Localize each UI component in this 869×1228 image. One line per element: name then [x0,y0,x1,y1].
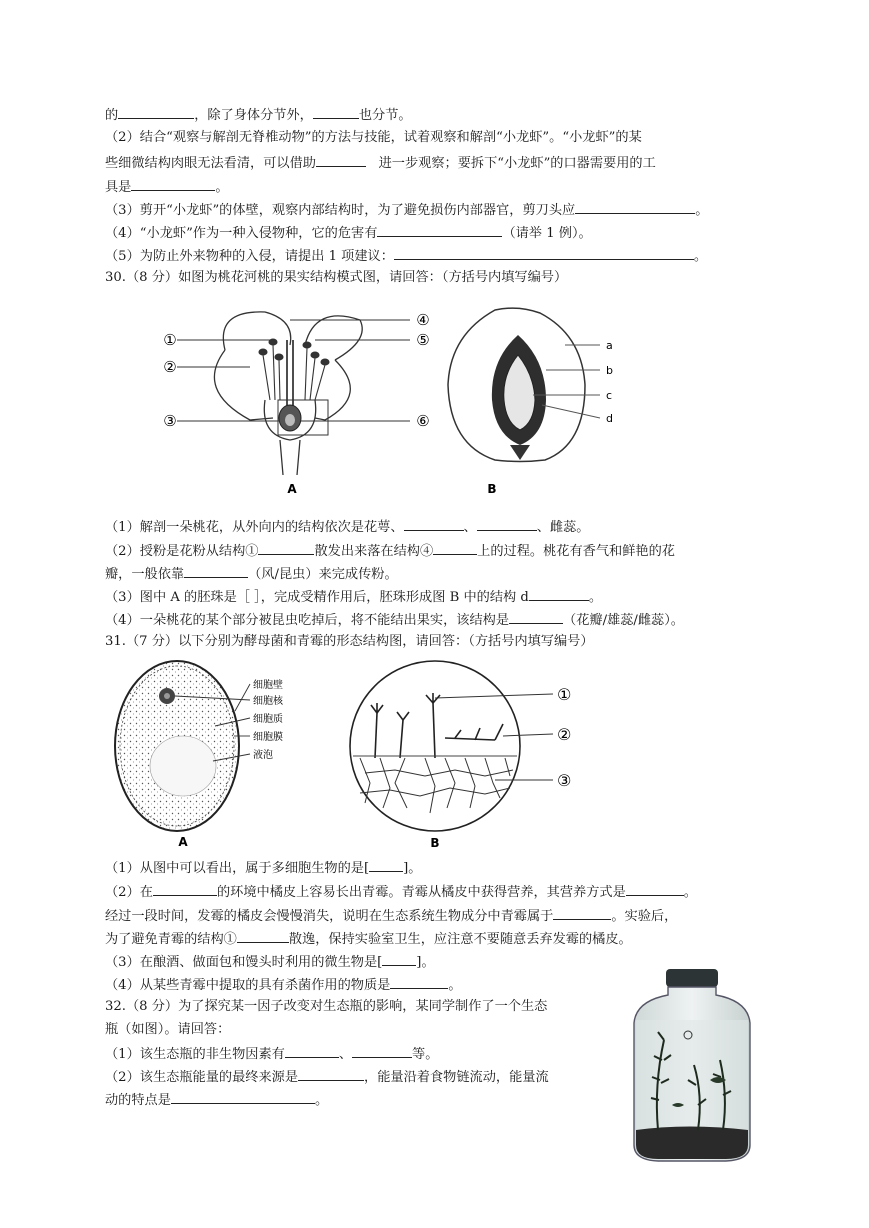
answer-blank[interactable] [529,586,589,601]
q29-part2-line1: （2）结合“观察与解剖无脊椎动物”的方法与技能，试着观察和解剖“小龙虾”。“小龙虾”的某 [105,130,642,145]
q30-part2-line2: 瓣，一般依靠 （风/昆虫）来完成传粉。 [105,563,398,585]
figure-b-label: B [487,482,497,496]
q29-part3: （3）剪开“小龙虾”的体壁，观察内部结构时，为了避免损伤内部器官，剪刀头应 。 [105,199,708,221]
fruit-label-d: d [606,412,613,425]
answer-blank[interactable] [509,609,563,624]
answer-blank[interactable] [237,928,289,943]
peach-fruit-diagram [440,305,620,500]
q31-part2-line1: （2）在 的环境中橘皮上容易长出青霉。青霉从橘皮中获得营养，其营养方式是 。 [105,881,697,903]
q32-part1: （1）该生态瓶的非生物因素有 、 等。 [105,1043,438,1065]
q30-part4: （4）一朵桃花的某个部分被昆虫吃掉后，将不能结出果实，该结构是 （花瓣/雄蕊/雌蕊）。 [105,609,684,631]
q29-part4: （4）“小龙虾”作为一种入侵物种，它的危害有 （请举 1 例）。 [105,222,592,244]
answer-blank[interactable] [553,905,611,920]
q31-part1: （1）从图中可以看出，属于多细胞生物的是[ ]。 [105,857,421,879]
figure-a-label: A [287,482,297,496]
answer-blank[interactable] [626,881,684,896]
q29-part2-line2: 些细微结构肉眼无法看清，可以借助 进一步观察；要拆下“小龙虾”的口器需要用的工 [105,152,656,174]
answer-blank[interactable] [313,104,359,119]
figure-a-label: A [178,835,188,849]
figure-b-label: B [430,836,440,850]
yeast-label-nucleus: 细胞核 [253,696,283,707]
q30-title: 30.（8 分）如图为桃花河桃的果实结构模式图，请回答：（方括号内填写编号） [105,270,568,285]
answer-blank[interactable] [298,1066,364,1081]
answer-blank[interactable] [118,104,194,119]
q30-part1: （1）解剖一朵桃花，从外向内的结构依次是花萼、 、 、雌蕊。 [105,516,589,538]
q31-part2-line2: 经过一段时间，发霉的橘皮会慢慢消失，说明在生态系统生物成分中青霉属于 。实验后， [105,905,677,927]
answer-blank[interactable] [390,974,448,989]
answer-blank[interactable] [258,540,314,555]
fruit-label-b: b [606,364,613,377]
q29-part5: （5）为防止外来物种的入侵，请提出 1 项建议： 。 [105,245,707,267]
q31-part4: （4）从某些青霉中提取的具有杀菌作用的物质是 。 [105,974,462,996]
q31-title: 31.（7 分）以下分别为酵母菌和青霉的形态结构图，请回答：（方括号内填写编号） [105,634,594,649]
q32-title-line2: 瓶（如图）。请回答： [105,1022,231,1037]
yeast-label-vacuole: 液泡 [253,750,273,761]
marker-3: ③ [557,771,572,790]
q32-title-line1: 32.（8 分）为了探究某一因子改变对生态瓶的影响，某同学制作了一个生态 [105,999,548,1014]
marker-4: ④ [416,311,430,329]
marker-2: ② [163,358,177,376]
answer-blank[interactable] [477,516,537,531]
answer-blank[interactable] [575,199,695,214]
answer-blank[interactable] [131,176,215,191]
q31-part2-line3: 为了避免青霉的结构① 散逸，保持实验室卫生，应注意不要随意丢弃发霉的橘皮。 [105,928,632,950]
q30-part3: （3）图中 A 的胚珠是［ ］，完成受精作用后，胚珠形成图 B 中的结构 d 。 [105,586,602,608]
answer-blank[interactable] [382,951,416,966]
marker-3: ③ [163,412,177,430]
answer-blank[interactable] [153,881,217,896]
penicillium-diagram [335,658,605,850]
marker-5: ⑤ [416,331,430,349]
marker-1: ① [163,331,177,349]
answer-blank[interactable] [369,857,403,872]
yeast-label-cell-wall: 细胞壁 [253,680,283,691]
peach-flower-diagram [155,300,455,500]
answer-blank[interactable] [285,1043,339,1058]
fruit-label-c: c [606,389,613,402]
answer-blank[interactable] [316,152,366,167]
yeast-cell-diagram [105,656,305,851]
marker-2: ② [557,725,572,744]
answer-blank[interactable] [352,1043,412,1058]
q30-part2-line1: （2）授粉是花粉从结构① 散发出来落在结构④ 上的过程。桃花有香气和鲜艳的花 [105,540,675,562]
q31-part3: （3）在酿酒、做面包和馒头时利用的微生物是[ ]。 [105,951,435,973]
answer-blank[interactable] [404,516,464,531]
answer-blank[interactable] [433,540,477,555]
answer-blank[interactable] [377,222,502,237]
fruit-label-a: a [606,339,613,352]
q29-line1: 的 ，除了身体分节外， 也分节。 [105,104,412,126]
marker-1: ① [557,685,572,704]
q29-part2-line3: 具是 。 [105,176,229,198]
marker-6: ⑥ [416,412,430,430]
ecosystem-bottle-illustration [628,965,758,1165]
q32-part2-line2: 动的特点是 。 [105,1089,328,1111]
yeast-label-cell-membrane: 细胞膜 [253,732,283,743]
q32-part2-line1: （2）该生态瓶能量的最终来源是 ，能量沿着食物链流动，能量流 [105,1066,549,1088]
yeast-label-cytoplasm: 细胞质 [253,714,283,725]
answer-blank[interactable] [184,563,248,578]
answer-blank[interactable] [394,245,694,260]
answer-blank[interactable] [171,1089,315,1104]
